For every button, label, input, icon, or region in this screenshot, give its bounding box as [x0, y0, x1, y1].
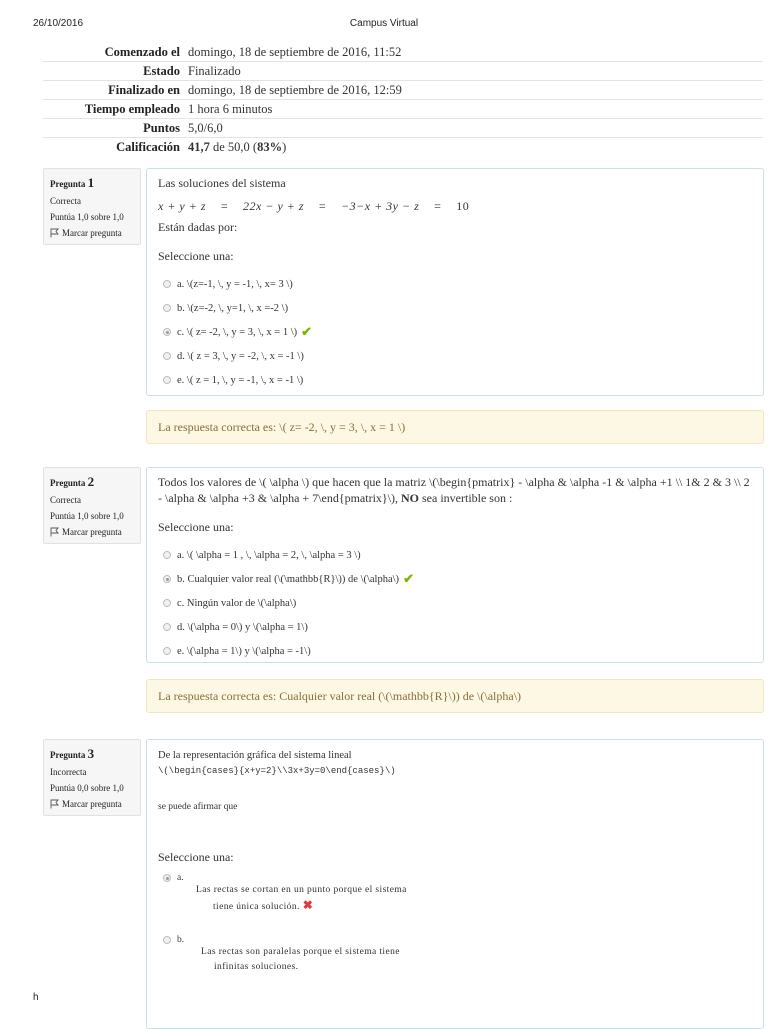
- radio-button[interactable]: [163, 623, 171, 631]
- radio-button[interactable]: [163, 304, 171, 312]
- radio-button-selected[interactable]: [163, 328, 171, 336]
- prompt-emphasis: NO: [401, 491, 419, 505]
- option-line: tiene única solución.: [213, 902, 300, 912]
- attempt-summary-table: [43, 43, 763, 156]
- question-num: 1: [87, 175, 95, 190]
- prompt-text: Todos los valores de \( \alpha \) que hacen que la matriz \(\begin{pmatrix} - \alpha & \alpha -1 & \alpha +1 \\ 1& 2 & 3 \\ 2 - \alpha & \alpha +3 & \alpha + 7\end{pmatrix}\),: [158, 475, 750, 505]
- summary-label: Comenzado el: [104, 44, 180, 59]
- correct-answer-feedback-2: La respuesta correcta es: Cualquier valor real (\(\mathbb{R}\)) de \(\alpha\): [146, 679, 764, 713]
- question-info-3: [43, 739, 141, 816]
- question-score: Puntúa 1,0 sobre 1,0: [50, 212, 124, 222]
- radio-button[interactable]: [163, 280, 171, 288]
- flag-label: Marcar pregunta: [62, 228, 122, 238]
- formula-part: =: [434, 199, 442, 213]
- summary-label: Puntos: [43, 119, 188, 138]
- question-prompt: [158, 474, 752, 506]
- summary-label: Finalizado en: [43, 81, 188, 100]
- answer-option[interactable]: [158, 567, 752, 591]
- system-formula: [158, 199, 752, 214]
- question-label: Pregunta: [50, 750, 86, 760]
- radio-button[interactable]: [163, 647, 171, 655]
- summary-label: Estado: [43, 62, 188, 81]
- summary-row: [43, 100, 763, 119]
- answer-option[interactable]: [158, 873, 752, 915]
- option-label: d. \( z = 3, \, y = -2, \, x = -1 \): [177, 350, 304, 362]
- answer-option[interactable]: [158, 935, 752, 975]
- question-score: Puntúa 0,0 sobre 1,0: [50, 783, 124, 793]
- question-content-1: [146, 168, 764, 396]
- question-state: Correcta: [50, 196, 81, 206]
- answer-option[interactable]: [158, 344, 752, 368]
- radio-button[interactable]: [163, 551, 171, 559]
- option-label: c. \( z= -2, \, y = 3, \, x = 1 \): [177, 326, 298, 338]
- select-one-label: Seleccione una:: [158, 249, 234, 263]
- flag-icon: [50, 527, 59, 537]
- answer-option[interactable]: [158, 368, 752, 392]
- option-label: a. \( \alpha = 1 , \, \alpha = 2, \, \alpha = 3 \): [177, 549, 361, 561]
- question-label: Pregunta: [50, 478, 86, 488]
- select-one-label: Seleccione una:: [158, 850, 234, 864]
- question-label: Pregunta: [50, 179, 86, 189]
- formula-part: =: [318, 199, 327, 213]
- option-line: Las rectas son paralelas porque el sistema tiene: [201, 947, 400, 957]
- question-prompt: Las soluciones del sistema: [158, 176, 286, 190]
- radio-button-selected[interactable]: [163, 575, 171, 583]
- incorrect-cross-icon: ✖: [302, 898, 314, 912]
- flag-label: Marcar pregunta: [62, 799, 122, 809]
- option-label: d. \(\alpha = 0\) y \(\alpha = 1\): [177, 621, 308, 633]
- answer-option[interactable]: [158, 296, 752, 320]
- option-line: Las rectas se cortan en un punto porque el sistema: [196, 885, 407, 895]
- option-line: infinitas soluciones.: [214, 962, 299, 972]
- radio-button-selected[interactable]: [163, 874, 171, 882]
- answer-option[interactable]: [158, 320, 752, 344]
- question-number: [50, 474, 140, 490]
- flag-question-button[interactable]: [50, 799, 140, 809]
- option-label: b. Cualquier valor real (\(\mathbb{R}\)) de \(\alpha\): [177, 573, 400, 585]
- option-letter: a.: [177, 873, 184, 883]
- question-content-3: [146, 739, 764, 1029]
- question-number: [50, 175, 140, 191]
- question-prompt: De la representación gráfica del sistema lineal: [158, 750, 352, 761]
- question-info-2: [43, 467, 141, 544]
- question-prompt-2: se puede afirmar que: [158, 802, 238, 812]
- flag-question-button[interactable]: [50, 527, 140, 537]
- formula-part: 10: [456, 199, 470, 213]
- summary-label: Calificación: [43, 138, 188, 157]
- question-num: 2: [87, 474, 95, 489]
- summary-value: 1 hora 6 minutos: [188, 100, 763, 119]
- grade-score: 41,7: [188, 139, 210, 154]
- option-label: c. Ningún valor de \(\alpha\): [177, 597, 297, 609]
- option-letter: b.: [177, 935, 185, 945]
- correct-check-icon: ✔: [301, 324, 313, 339]
- correct-check-icon: ✔: [403, 571, 414, 586]
- formula-part: 22x − y + z: [243, 199, 305, 213]
- question-info-1: [43, 168, 141, 245]
- flag-icon: [50, 799, 59, 809]
- print-title: Campus Virtual: [349, 18, 419, 29]
- option-label: e. \(\alpha = 1\) y \(\alpha = -1\): [177, 645, 311, 657]
- correct-answer-feedback-1: La respuesta correcta es: \( z= -2, \, y = 3, \, x = 1 \): [146, 410, 764, 444]
- print-header: [0, 18, 768, 32]
- radio-button[interactable]: [163, 352, 171, 360]
- answer-option[interactable]: [158, 591, 752, 615]
- flag-label: Marcar pregunta: [62, 527, 122, 537]
- option-line-wrap: [213, 898, 752, 915]
- answer-option[interactable]: [158, 272, 752, 296]
- formula-part: −3−x + 3y − z: [341, 199, 420, 213]
- option-label: e. \( z = 1, \, y = -1, \, x = -1 \): [177, 374, 304, 386]
- answer-option[interactable]: [158, 615, 752, 639]
- summary-value: 5,0/6,0: [188, 119, 763, 138]
- question-num: 3: [87, 746, 95, 761]
- summary-row: [43, 43, 763, 62]
- footer-url-fragment: h: [33, 992, 39, 1003]
- option-label: b. \(z=-2, \, y=1, \, x =-2 \): [177, 302, 289, 314]
- question-prompt-2: Están dadas por:: [158, 220, 238, 234]
- summary-row: [43, 138, 763, 157]
- select-one-label: Seleccione una:: [158, 520, 234, 534]
- question-number: [50, 746, 140, 762]
- summary-label: Tiempo empleado: [43, 100, 188, 119]
- formula-part: =: [220, 199, 229, 213]
- answer-option[interactable]: [158, 543, 752, 567]
- grade-close: ): [282, 139, 287, 154]
- question-score: Puntúa 1,0 sobre 1,0: [50, 511, 124, 521]
- print-date: 26/10/2016: [33, 18, 84, 29]
- radio-button[interactable]: [163, 936, 171, 944]
- system-latex: \(\begin{cases}{x+y=2}\\3x+3y=0\end{cases}\): [158, 766, 396, 776]
- option-label: a. \(z=-1, \, y = -1, \, x= 3 \): [177, 278, 293, 290]
- summary-value: Finalizado: [188, 62, 763, 81]
- grade-max: de 50,0 (: [209, 139, 258, 154]
- summary-row: [43, 119, 763, 138]
- flag-question-button[interactable]: [50, 228, 140, 238]
- question-state: Incorrecta: [50, 767, 87, 777]
- question-state: Correcta: [50, 495, 81, 505]
- summary-row: [43, 81, 763, 100]
- formula-part: x + y + z: [158, 199, 207, 213]
- radio-button[interactable]: [163, 376, 171, 384]
- grade-value: [188, 138, 763, 157]
- answer-option[interactable]: [158, 639, 752, 663]
- question-content-2: [146, 467, 764, 663]
- radio-button[interactable]: [163, 599, 171, 607]
- prompt-text: sea invertible son :: [419, 491, 513, 505]
- grade-percent: 83%: [257, 139, 283, 154]
- flag-icon: [50, 228, 59, 238]
- summary-value: domingo, 18 de septiembre de 2016, 12:59: [188, 81, 763, 100]
- summary-row: [43, 62, 763, 81]
- summary-value: domingo, 18 de septiembre de 2016, 11:52: [188, 44, 402, 59]
